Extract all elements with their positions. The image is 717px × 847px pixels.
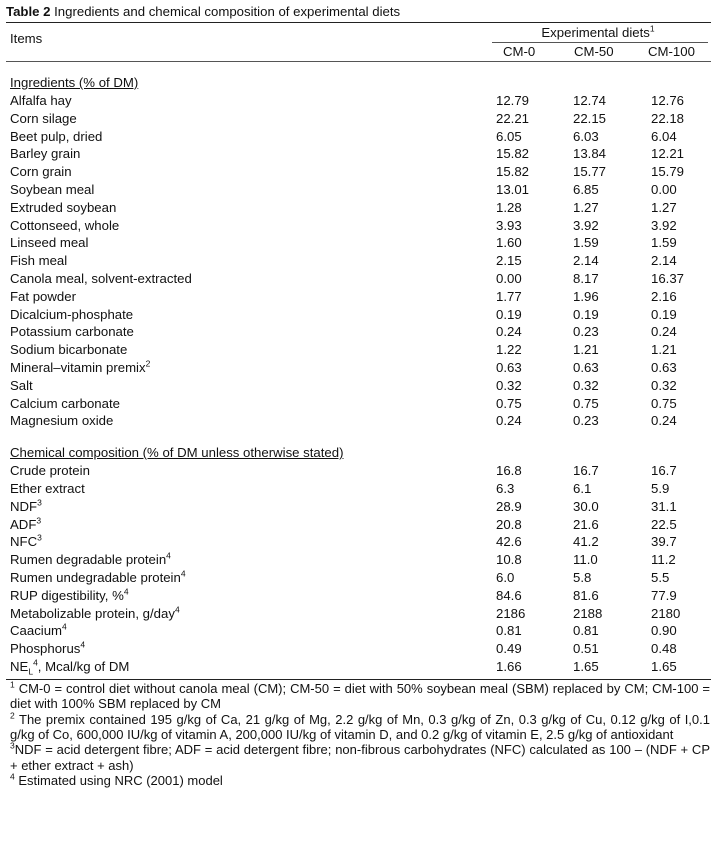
value-cell: 13.84 [573,146,607,162]
row-label [10,306,133,324]
table-caption: Ingredients and chemical composition of experimental diets [50,4,401,19]
value-cell: 3.92 [573,217,599,233]
value-cell: 22.18 [651,110,685,126]
value-cell: 22.15 [573,110,607,126]
value-cell: 15.79 [651,164,685,180]
value-cell: 21.6 [573,516,599,532]
table-row [6,516,713,534]
table-row [6,605,713,623]
value-cell: 0.32 [573,377,599,393]
row-label-text: NFC [10,534,38,550]
value-cell: 41.2 [573,534,599,550]
value-cell: 0.19 [573,306,599,322]
row-label-sup: 4 [174,604,180,615]
row-label [10,480,85,498]
row-label [10,234,88,252]
row-label-text: Metabolizable protein, g/day [10,605,175,621]
value-cell: 0.63 [496,359,522,375]
value-cell: 1.22 [496,342,522,358]
row-label-text: Rumen undegradable protein [10,569,181,585]
row-label-text: Phosphorus [10,641,81,657]
table-row [6,234,713,252]
value-cell: 0.51 [573,641,599,657]
value-cell: 2188 [573,605,603,621]
value-cell: 0.32 [496,377,522,393]
row-label-text: Canola meal, solvent-extracted [10,270,192,286]
value-cell: 16.8 [496,463,522,479]
value-cell: 13.01 [496,181,530,197]
value-cell: 6.04 [651,128,677,144]
value-cell: 0.32 [651,377,677,393]
value-cell: 0.24 [496,413,522,429]
row-label-text: Fat powder [10,288,76,304]
row-label [10,412,113,430]
table-row [6,110,713,128]
value-cell: 11.2 [651,552,676,568]
section-heading: Chemical composition (% of DM unless otherwise stated) [10,445,344,461]
table-row [6,341,713,359]
value-cell: 15.82 [496,146,530,162]
table-row [6,181,713,199]
value-cell: 42.6 [496,534,522,550]
row-label [10,569,186,587]
value-cell: 0.00 [496,270,522,286]
footnote-text: The premix contained 195 g/kg of Ca, 21 g/kg of Mg, 2.2 g/kg of Mn, 0.3 g/kg of Zn, 0.3 g/kg of Cu, 0.12 g/kg of I,0.1 g/kg of Co, 600,000 IU/kg of vitamin A, 200,000 IU/kg of vitamin D, and 0.2 g/kg of vitamin E, 2.5 g/kg of antioxidant [10,711,710,742]
value-cell: 2186 [496,605,526,621]
value-cell: 0.48 [651,641,677,657]
table-row [6,462,713,480]
table-row [6,395,713,413]
value-cell: 5.9 [651,480,670,496]
table-row [6,498,713,516]
row-label-text: Corn silage [10,110,77,126]
footnote-mark: 4 [10,771,15,782]
row-label [10,145,80,163]
table-row [6,640,713,658]
row-label [10,395,120,413]
value-cell: 0.19 [496,306,522,322]
footnotes [6,681,710,789]
value-cell: 10.8 [496,552,522,568]
table-row [6,533,713,551]
value-cell: 16.7 [573,463,599,479]
value-cell: 0.81 [496,623,522,639]
row-label-text: Ether extract [10,480,85,496]
row-label-sup: 4 [80,639,86,650]
value-cell: 15.82 [496,164,530,180]
row-label [10,377,33,395]
value-cell: 15.77 [573,164,607,180]
value-cell: 1.77 [496,288,522,304]
experimental-underline [492,42,708,43]
value-cell: 22.21 [496,110,530,126]
row-label-text: Dicalcium-phosphate [10,306,134,322]
value-cell: 1.65 [651,658,677,674]
value-cell: 28.9 [496,498,522,514]
value-cell: 6.0 [496,569,515,585]
value-cell: 1.60 [496,235,522,251]
row-label-sup: 3 [37,532,42,543]
value-cell: 20.8 [496,516,522,532]
row-label-text: Rumen degradable protein [10,552,167,568]
table-body [6,74,713,676]
value-cell: 1.59 [573,235,599,251]
table-row [6,92,713,110]
value-cell: 0.75 [496,395,522,411]
value-cell: 12.74 [573,93,607,108]
footnote [10,712,710,743]
experimental-diets-label: Experimental diets [541,25,650,40]
row-label [10,181,94,199]
row-label [10,551,171,569]
value-cell: 3.92 [651,217,677,233]
table-row [6,288,713,306]
row-label-text: Magnesium oxide [10,413,114,429]
value-cell: 2.16 [651,288,677,304]
table-row [6,658,713,676]
row-label [10,288,76,306]
value-cell: 1.66 [496,658,522,674]
value-cell: 1.27 [573,199,599,215]
row-label [10,270,192,288]
row-label [10,359,150,377]
row-label [10,252,67,270]
value-cell: 16.7 [651,463,677,479]
row-label-text: Salt [10,377,33,393]
table-number: Table 2 [6,4,51,19]
column-header-cm100: CM-100 [648,44,695,59]
value-cell: 1.59 [651,235,677,251]
value-cell: 0.75 [651,395,677,411]
value-cell: 6.1 [573,480,592,496]
value-cell: 6.03 [573,128,599,144]
items-header: Items [10,31,43,46]
row-label [10,462,90,480]
value-cell: 2.15 [496,253,522,269]
row-label-text: NE [10,658,29,674]
value-cell: 1.65 [573,658,599,674]
value-cell: 0.24 [496,324,522,340]
row-label-tail: , Mcal/kg of DM [37,658,130,674]
table-row [6,306,713,324]
value-cell: 0.23 [573,324,599,340]
experimental-diets-sup: 1 [649,23,655,34]
row-label-text: Soybean meal [10,181,95,197]
value-cell: 8.17 [573,270,599,286]
table-row [6,323,713,341]
row-label-text: Calcium carbonate [10,395,120,411]
row-label [10,605,180,623]
value-cell: 1.21 [573,342,599,358]
table-row [6,359,713,377]
experimental-diets-header [492,25,704,40]
value-cell: 6.05 [496,128,522,144]
value-cell: 0.81 [573,623,599,639]
value-cell: 6.85 [573,181,599,197]
value-cell: 0.00 [651,181,677,197]
table-row [6,587,713,605]
column-header-cm50: CM-50 [574,44,614,59]
row-label-sup: 4 [180,568,186,579]
table-row [6,128,713,146]
value-cell: 39.7 [651,534,677,550]
value-cell: 31.1 [651,498,677,514]
value-cell: 0.19 [651,306,677,322]
footnote [10,742,710,773]
footnote-mark: 1 [10,679,15,690]
row-label [10,587,129,605]
row-label-sup: 4 [123,586,129,597]
row-label [10,163,72,181]
bottom-rule [6,679,711,680]
value-cell: 0.49 [496,641,522,657]
value-cell: 22.5 [651,516,677,532]
row-label [10,341,127,359]
value-cell: 1.96 [573,288,599,304]
row-label [10,498,42,516]
footnote-text: NDF = acid detergent fibre; ADF = acid detergent fibre; non-fibrous carbohydrates (NFC) calculated as 100 – (NDF + CP + ether extract + ash) [10,742,710,773]
table-row [6,622,713,640]
value-cell: 2180 [651,605,681,621]
row-label-sup: 4 [33,657,38,668]
footnote [10,681,710,712]
table-row [6,252,713,270]
row-label-text: RUP digestibility, % [10,587,124,603]
table-row [6,377,713,395]
row-label [10,658,129,676]
table-row [6,480,713,498]
row-label-text: Caacium [10,623,63,639]
row-label-text: Crude protein [10,463,90,479]
footnote-text: CM-0 = control diet without canola meal (CM); CM-50 = diet with 50% soybean meal (SBM) replaced by CM; CM-100 = diet with 100% SBM replaced by CM [10,680,710,712]
value-cell: 0.23 [573,413,599,429]
row-label [10,110,77,128]
value-cell: 81.6 [573,587,599,603]
footnote-text: Estimated using NRC (2001) model [14,773,223,789]
value-cell: 11.0 [573,552,598,568]
value-cell: 5.5 [651,569,670,585]
section-heading: Ingredients (% of DM) [10,75,139,90]
table-row [6,569,713,587]
value-cell: 3.93 [496,217,522,233]
value-cell: 0.90 [651,623,677,639]
row-label-text: ADF [10,516,37,532]
row-label [10,92,72,110]
row-label-text: Beet pulp, dried [10,128,103,144]
value-cell: 12.76 [651,93,685,108]
footnote-mark: 3 [10,741,15,751]
value-cell: 2.14 [651,253,677,269]
value-cell: 1.27 [651,199,677,215]
row-label [10,128,102,146]
value-cell: 6.3 [496,480,515,496]
row-label-sup: 2 [145,358,151,369]
value-cell: 5.8 [573,569,592,585]
table-row [6,217,713,235]
value-cell: 0.24 [651,413,677,429]
row-label-sup: 3 [37,497,42,508]
table-row [6,145,713,163]
row-label-text: Extruded soybean [10,199,117,215]
value-cell: 0.63 [573,359,599,375]
row-label-text: Corn grain [10,164,72,180]
value-cell: 84.6 [496,587,522,603]
value-cell: 12.21 [651,146,685,162]
row-label [10,533,42,551]
row-label [10,516,41,534]
row-label [10,640,85,658]
table-row [6,199,713,217]
value-cell: 77.9 [651,587,677,603]
row-label-sup: 4 [62,621,67,632]
row-label-text: Potassium carbonate [10,324,134,340]
value-cell: 16.37 [651,270,685,286]
row-label-text: Cottonseed, whole [10,217,120,233]
table-row [6,163,713,181]
value-cell: 1.28 [496,199,522,215]
row-label [10,217,119,235]
value-cell: 30.0 [573,498,599,514]
row-label [10,622,67,640]
table-title [6,4,713,20]
row-label-text: Sodium bicarbonate [10,342,128,358]
row-label-sup: 3 [36,515,42,526]
row-label-sup: 4 [166,550,171,561]
row-label-sub: L [28,666,34,677]
row-label-text: Fish meal [10,253,68,269]
row-label-text: NDF [10,498,38,514]
footnote-mark: 2 [10,710,15,721]
row-label-text: Alfalfa hay [10,93,72,108]
row-label [10,323,134,341]
table-header [6,23,713,61]
column-header-cm0: CM-0 [503,44,536,59]
value-cell: 1.21 [651,342,677,358]
table-row [6,412,713,430]
value-cell: 0.75 [573,395,599,411]
value-cell: 2.14 [573,253,599,269]
table-row [6,551,713,569]
table-row [6,270,713,288]
value-cell: 12.79 [496,93,530,108]
footnote [10,773,710,788]
row-label-text: Barley grain [10,146,81,162]
row-label-text: Linseed meal [10,235,89,251]
row-label-text: Mineral–vitamin premix [10,359,146,375]
value-cell: 0.63 [651,359,677,375]
row-label [10,199,116,217]
value-cell: 0.24 [651,324,677,340]
